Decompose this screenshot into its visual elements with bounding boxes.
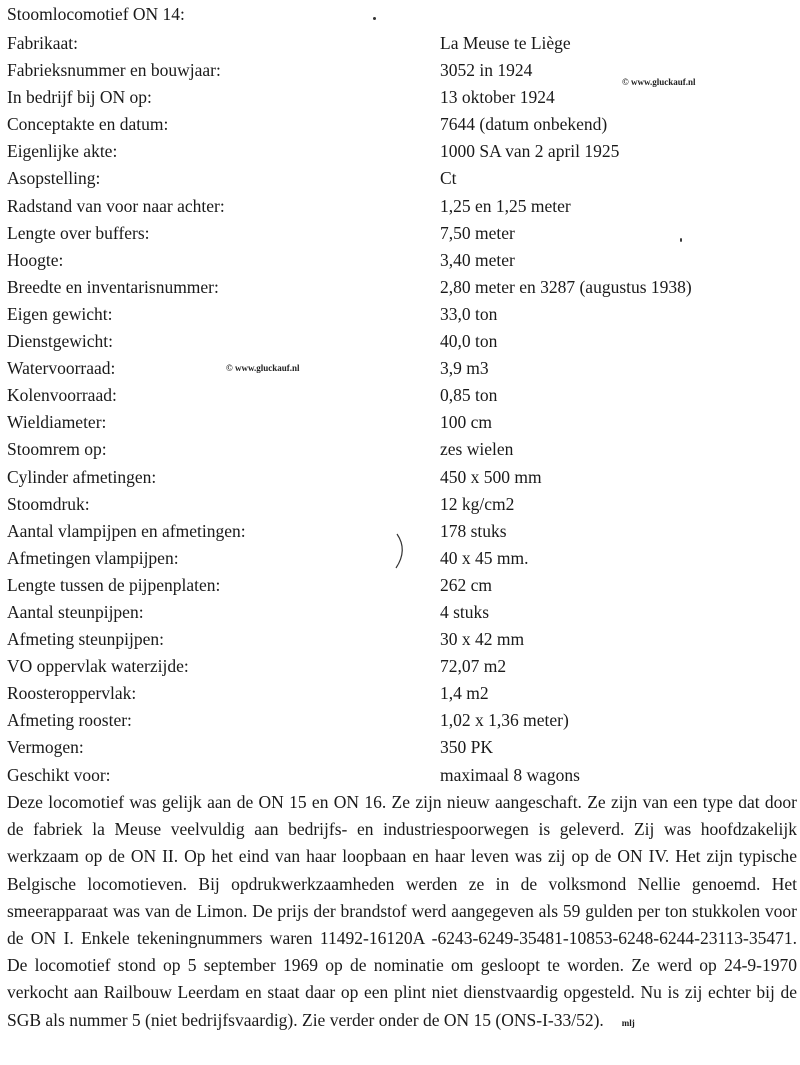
spec-row xyxy=(0,301,800,328)
spec-label: Aantal steunpijpen: xyxy=(7,601,144,622)
spec-row xyxy=(0,409,800,436)
spec-label: Vermogen: xyxy=(7,737,84,758)
spec-label: Afmetingen vlampijpen: xyxy=(7,547,179,568)
spec-row xyxy=(0,274,800,301)
spec-row xyxy=(0,111,800,138)
spec-value: 100 cm xyxy=(440,412,493,433)
spec-row xyxy=(0,30,800,57)
spec-row xyxy=(0,138,800,165)
spec-label: Watervoorraad: xyxy=(7,358,116,379)
spec-label: Lengte over buffers: xyxy=(7,222,150,243)
spec-label: Hoogte: xyxy=(7,249,64,270)
author-initials: mlj xyxy=(621,1017,635,1028)
spec-row xyxy=(0,436,800,463)
spec-label: Fabrieksnummer en bouwjaar: xyxy=(7,60,221,81)
spec-value: 1,4 m2 xyxy=(440,683,489,704)
spec-value: zes wielen xyxy=(440,439,514,460)
spec-label: Cylinder afmetingen: xyxy=(7,466,157,487)
spec-value: 33,0 ton xyxy=(440,303,498,324)
spec-row xyxy=(0,464,800,491)
spec-label: VO oppervlak waterzijde: xyxy=(7,656,189,677)
spec-label: Wieldiameter: xyxy=(7,412,107,433)
spec-row xyxy=(0,707,800,734)
spec-value: 3,40 meter xyxy=(440,249,515,270)
spec-row xyxy=(0,84,800,111)
spec-table xyxy=(0,30,800,789)
spec-value: 0,85 ton xyxy=(440,385,498,406)
spec-label: Dienstgewicht: xyxy=(7,331,113,352)
spec-value: 450 x 500 mm xyxy=(440,466,542,487)
spec-label: Conceptakte en datum: xyxy=(7,114,169,135)
spec-label: Geschikt voor: xyxy=(7,764,111,785)
spec-value: 3052 in 1924 xyxy=(440,60,533,81)
spec-label: Eigenlijke akte: xyxy=(7,141,118,162)
spec-label: Afmeting rooster: xyxy=(7,710,132,731)
spec-row xyxy=(0,572,800,599)
spec-label: Stoomrem op: xyxy=(7,439,107,460)
scan-speck xyxy=(680,238,682,242)
paragraph-text: Deze locomotief was gelijk aan de ON 15 en ON 16. Ze zijn nieuw aangeschaft. Ze zijn van een type dat door de fabriek la Meuse veelvuldig aan bedrijfs- en industriespoorwegen is geleverd. Zij was hoofdzakelijk werkzaam op de ON II. Op het eind van haar loopbaan en haar leven was zij op de ON IV. Het zijn typische Belgische locomotieven. Bij opdrukwerkzaamheden werden ze in de volksmond Nellie genoemd. Het smeerapparaat was van de Limon. De prijs der brandstof werd aangegeven als 59 gulden per ton stukkolen voor de ON I. Enkele tekeningnummers waren 11492-16120A -6243-6249-35481-10853-6248-6244-23113-35471. De locomotief stond op 5 september 1969 op de nominatie om gesloopt te worden. Ze werd op 24-9-1970 verkocht aan Railbouw Leerdam en staat daar op een plint niet dienstvaardig opgesteld. Nu is zij echter bij de SGB als nummer 5 (niet bedrijfsvaardig). Zie verder onder de ON 15 (ONS-I-33/52). xyxy=(7,792,797,1030)
spec-value: 3,9 m3 xyxy=(440,358,489,379)
spec-row xyxy=(0,680,800,707)
spec-label: Breedte en inventarisnummer: xyxy=(7,276,219,297)
spec-label: Afmeting steunpijpen: xyxy=(7,629,164,650)
spec-label: Eigen gewicht: xyxy=(7,303,113,324)
scan-pen-mark xyxy=(392,532,412,572)
spec-value: 4 stuks xyxy=(440,601,490,622)
spec-value: 1,02 x 1,36 meter) xyxy=(440,710,569,731)
spec-value: 40 x 45 mm. xyxy=(440,547,529,568)
spec-value: 7644 (datum onbekend) xyxy=(440,114,608,135)
scan-speck xyxy=(373,17,376,20)
watermark-middle: © www.gluckauf.nl xyxy=(226,363,300,373)
spec-value: Ct xyxy=(440,168,457,189)
spec-label: In bedrijf bij ON op: xyxy=(7,87,152,108)
spec-row xyxy=(0,762,800,789)
spec-value: 1000 SA van 2 april 1925 xyxy=(440,141,620,162)
spec-label: Lengte tussen de pijpenplaten: xyxy=(7,574,221,595)
spec-value: 30 x 42 mm xyxy=(440,629,525,650)
spec-row xyxy=(0,57,800,84)
document-title: Stoomlocomotief ON 14: xyxy=(7,4,185,24)
spec-row xyxy=(0,355,800,382)
spec-value: 178 stuks xyxy=(440,520,507,541)
spec-value: 7,50 meter xyxy=(440,222,515,243)
spec-row xyxy=(0,626,800,653)
spec-row xyxy=(0,653,800,680)
spec-value: 1,25 en 1,25 meter xyxy=(440,195,571,216)
spec-row xyxy=(0,599,800,626)
spec-value: 40,0 ton xyxy=(440,331,498,352)
spec-value: 12 kg/cm2 xyxy=(440,493,515,514)
spec-value: 350 PK xyxy=(440,737,493,758)
watermark-top: © www.gluckauf.nl xyxy=(622,77,696,87)
spec-label: Roosteroppervlak: xyxy=(7,683,137,704)
spec-label: Radstand van voor naar achter: xyxy=(7,195,225,216)
spec-row xyxy=(0,193,800,220)
spec-row xyxy=(0,220,800,247)
spec-label: Kolenvoorraad: xyxy=(7,385,117,406)
spec-row xyxy=(0,165,800,192)
spec-label: Asopstelling: xyxy=(7,168,101,189)
spec-value: 72,07 m2 xyxy=(440,656,507,677)
spec-label: Stoomdruk: xyxy=(7,493,90,514)
spec-value: maximaal 8 wagons xyxy=(440,764,580,785)
spec-row xyxy=(0,247,800,274)
spec-row xyxy=(0,382,800,409)
spec-value: 262 cm xyxy=(440,574,493,595)
spec-row xyxy=(0,734,800,761)
description-paragraph xyxy=(7,789,797,1037)
spec-label: Fabrikaat: xyxy=(7,33,78,53)
spec-label: Aantal vlampijpen en afmetingen: xyxy=(7,520,246,541)
spec-value: La Meuse te Liège xyxy=(440,33,571,53)
spec-row xyxy=(0,328,800,355)
spec-value: 2,80 meter en 3287 (augustus 1938) xyxy=(440,276,692,297)
spec-row xyxy=(0,491,800,518)
spec-value: 13 oktober 1924 xyxy=(440,87,555,108)
